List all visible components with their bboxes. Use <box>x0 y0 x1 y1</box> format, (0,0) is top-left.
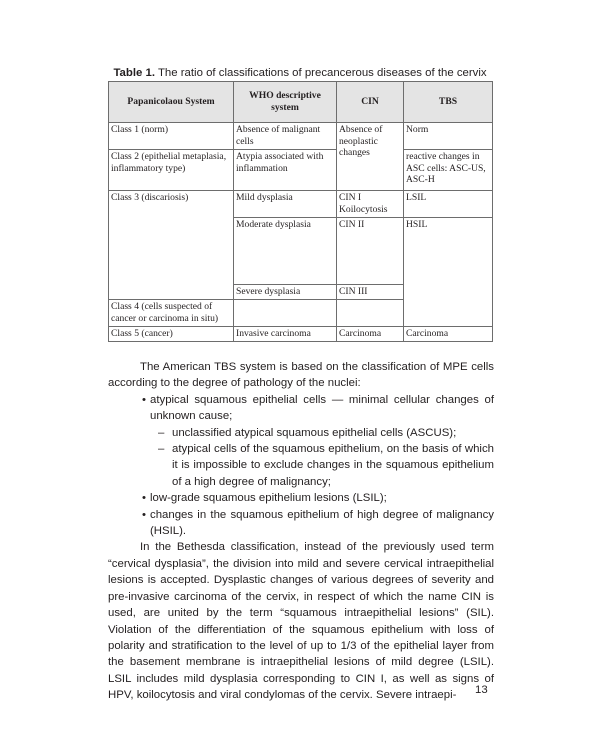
table-cell: Atypia associated with inflammation <box>234 150 337 191</box>
table-cell <box>337 300 404 327</box>
table-cell: CIN III <box>337 285 404 300</box>
dash-text: unclassified atypical squamous epithelial cells (ASCUS); <box>172 426 457 439</box>
dash-item <box>108 425 494 441</box>
table-cell: Absence of neoplastic changes <box>337 123 404 191</box>
table-cell: Class 2 (epithelial metaplasia, inflammatory type) <box>109 150 234 191</box>
table-row <box>109 327 493 342</box>
dash-item <box>108 441 494 490</box>
table-cell: reactive changes in ASC cells: ASC-US, ASC-H <box>404 150 493 191</box>
table-cell: LSIL <box>404 191 493 218</box>
table-cell: CIN I Koilocytosis <box>337 191 404 218</box>
table-caption-text: The ratio of classifications of precancerous diseases of the cervix <box>155 67 487 79</box>
paragraph: The American TBS system is based on the classification of MPE cells according to the degree of pathology of the nuclei: <box>108 361 494 390</box>
table-cell <box>234 300 337 327</box>
page-number: 13 <box>475 684 488 696</box>
column-header: CIN <box>337 82 404 123</box>
table-cell: Mild dysplasia <box>234 191 337 218</box>
table-cell: Carcinoma <box>404 327 493 342</box>
table-caption <box>108 66 492 80</box>
bullet-marker: • <box>142 492 146 505</box>
table-cell: Absence of malignant cells <box>234 123 337 150</box>
dash-text: atypical cells of the squamous epithelium, on the basis of which it is impossible to exclude changes in the squamous epithelium of a high degree of malignancy; <box>172 443 494 488</box>
bullet-marker: • <box>142 393 146 406</box>
column-header: Papanicolaou System <box>109 82 234 123</box>
table-cell: Class 5 (cancer) <box>109 327 234 342</box>
table-cell: Class 1 (norm) <box>109 123 234 150</box>
bullet-text: atypical squamous epithelial cells — minimal cellular changes of unknown cause; <box>150 393 494 423</box>
bullet-marker: • <box>142 508 146 521</box>
table-cell: Severe dysplasia <box>234 285 337 300</box>
bullet-text: changes in the squamous epithelium of high degree of malignancy (HSIL). <box>150 508 494 538</box>
dash-marker: – <box>158 426 165 439</box>
table-row <box>109 191 493 218</box>
bullet-item <box>108 507 494 540</box>
table-cell: Class 3 (discariosis) <box>109 191 234 300</box>
table-cell: Invasive carcinoma <box>234 327 337 342</box>
body-text <box>108 359 494 704</box>
table-row <box>109 150 493 191</box>
table-row <box>109 123 493 150</box>
table-cell: Class 4 (cells suspected of cancer or carcinoma in situ) <box>109 300 234 327</box>
table-cell: Carcinoma <box>337 327 404 342</box>
bullet-text: low-grade squamous epithelium lesions (LSIL); <box>150 492 387 505</box>
paragraph: In the Bethesda classification, instead of the previously used term “cervical dysplasia”, the division into mild and severe cervical intraepithelial lesions is accepted. Dysplastic changes of various degrees of severity and pre-invasive carcinoma of the cervix, in respect of which the name CIN is used, are united by the term “squamous intraepithelial lesions” (SIL). Violation of the differentiation of the squamous epithelium with loss of polarity and stratification to the level of up to 1/3 of the epithelial layer from the basement membrane is intraepithelial lesions of mild degree (LSIL). LSIL includes mild dysplasia corresponding to CIN I, as well as signs of HPV, koilocytosis and viral condylomas of the cervix. Severe intraepi- <box>108 541 494 702</box>
classification-table <box>108 81 493 342</box>
table-cell: HSIL <box>404 218 493 327</box>
table-cell: Norm <box>404 123 493 150</box>
table-cell: CIN II <box>337 218 404 285</box>
table-header-row <box>109 82 493 123</box>
dash-marker: – <box>158 443 165 456</box>
bullet-item <box>108 490 494 506</box>
column-header: WHO descriptive system <box>234 82 337 123</box>
table-caption-label: Table 1. <box>113 67 156 79</box>
bullet-item <box>108 392 494 425</box>
table-cell: Moderate dysplasia <box>234 218 337 285</box>
column-header: TBS <box>404 82 493 123</box>
